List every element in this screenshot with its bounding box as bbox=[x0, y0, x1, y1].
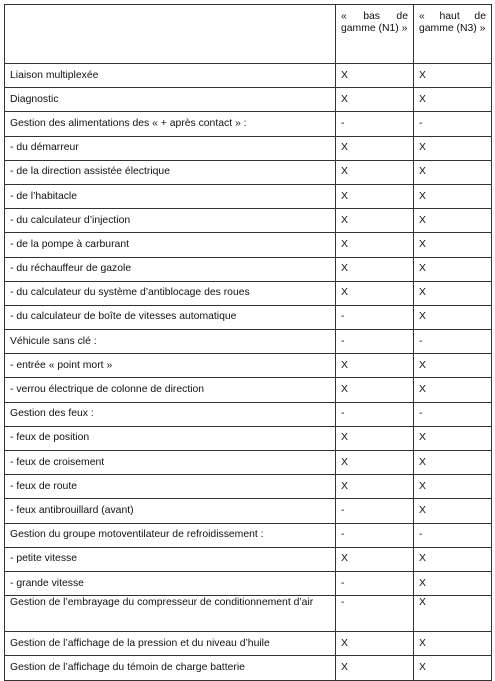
table-row bbox=[5, 233, 492, 257]
function-label: Gestion du groupe motoventilateur de refroidissement : bbox=[5, 523, 336, 547]
table-row bbox=[5, 257, 492, 281]
function-label: - feux de route bbox=[5, 475, 336, 499]
function-label: - feux antibrouillard (avant) bbox=[5, 499, 336, 523]
table-row bbox=[5, 305, 492, 329]
high-range-mark: X bbox=[414, 88, 492, 112]
function-label: - du calculateur d’injection bbox=[5, 209, 336, 233]
table-row bbox=[5, 571, 492, 595]
table-row bbox=[5, 88, 492, 112]
high-range-mark: X bbox=[414, 632, 492, 656]
high-range-mark: X bbox=[414, 426, 492, 450]
function-label: Liaison multiplexée bbox=[5, 64, 336, 88]
low-range-mark: X bbox=[336, 281, 414, 305]
high-range-mark: X bbox=[414, 547, 492, 571]
function-label: Diagnostic bbox=[5, 88, 336, 112]
table-row bbox=[5, 378, 492, 402]
low-range-mark: X bbox=[336, 209, 414, 233]
low-range-mark: X bbox=[336, 378, 414, 402]
low-range-mark: - bbox=[336, 305, 414, 329]
table-row bbox=[5, 656, 492, 680]
low-range-mark: - bbox=[336, 499, 414, 523]
low-range-mark: X bbox=[336, 160, 414, 184]
function-label: - feux de position bbox=[5, 426, 336, 450]
function-label: Gestion de l’affichage de la pression et du niveau d’huile bbox=[5, 632, 336, 656]
table-row bbox=[5, 354, 492, 378]
table-row bbox=[5, 596, 492, 632]
high-range-mark: X bbox=[414, 475, 492, 499]
table-row bbox=[5, 499, 492, 523]
high-range-mark: X bbox=[414, 451, 492, 475]
function-label: - de la direction assistée électrique bbox=[5, 160, 336, 184]
low-range-mark: X bbox=[336, 136, 414, 160]
table-row bbox=[5, 330, 492, 354]
low-range-mark: X bbox=[336, 547, 414, 571]
high-range-mark: X bbox=[414, 281, 492, 305]
high-range-mark: X bbox=[414, 305, 492, 329]
function-label: Véhicule sans clé : bbox=[5, 330, 336, 354]
low-range-mark: X bbox=[336, 184, 414, 208]
high-range-mark: - bbox=[414, 523, 492, 547]
function-label: - du démarreur bbox=[5, 136, 336, 160]
function-label: - grande vitesse bbox=[5, 571, 336, 595]
table-row bbox=[5, 160, 492, 184]
function-label: - verrou électrique de colonne de direction bbox=[5, 378, 336, 402]
function-label: - du calculateur du système d’antiblocage des roues bbox=[5, 281, 336, 305]
table-row bbox=[5, 281, 492, 305]
high-range-mark: X bbox=[414, 136, 492, 160]
low-range-mark: X bbox=[336, 632, 414, 656]
high-range-mark: X bbox=[414, 233, 492, 257]
table-row bbox=[5, 112, 492, 136]
header-low-range: « bas de gamme (N1) » bbox=[336, 5, 414, 64]
function-label: - du calculateur de boîte de vitesses automatique bbox=[5, 305, 336, 329]
high-range-mark: - bbox=[414, 112, 492, 136]
low-range-mark: - bbox=[336, 402, 414, 426]
low-range-mark: X bbox=[336, 257, 414, 281]
table-row bbox=[5, 632, 492, 656]
function-comparison-table bbox=[4, 4, 492, 681]
high-range-mark: X bbox=[414, 656, 492, 680]
table-row bbox=[5, 547, 492, 571]
table-row bbox=[5, 184, 492, 208]
high-range-mark: X bbox=[414, 257, 492, 281]
header-high-range: « haut de gamme (N3) » bbox=[414, 5, 492, 64]
high-range-mark: X bbox=[414, 596, 492, 632]
table-row bbox=[5, 426, 492, 450]
function-label: - de l’habitacle bbox=[5, 184, 336, 208]
high-range-mark: X bbox=[414, 571, 492, 595]
function-label: - feux de croisement bbox=[5, 451, 336, 475]
table-row bbox=[5, 475, 492, 499]
table-row bbox=[5, 64, 492, 88]
high-range-mark: - bbox=[414, 330, 492, 354]
low-range-mark: - bbox=[336, 112, 414, 136]
low-range-mark: X bbox=[336, 475, 414, 499]
table-row bbox=[5, 209, 492, 233]
table-header-row bbox=[5, 5, 492, 64]
high-range-mark: X bbox=[414, 160, 492, 184]
high-range-mark: X bbox=[414, 354, 492, 378]
low-range-mark: - bbox=[336, 523, 414, 547]
low-range-mark: X bbox=[336, 451, 414, 475]
low-range-mark: X bbox=[336, 64, 414, 88]
function-label: Gestion de l’embrayage du compresseur de conditionnement d’air bbox=[5, 596, 336, 632]
table-row bbox=[5, 523, 492, 547]
function-label: - entrée « point mort » bbox=[5, 354, 336, 378]
function-label: - du réchauffeur de gazole bbox=[5, 257, 336, 281]
table-body bbox=[5, 64, 492, 681]
low-range-mark: X bbox=[336, 426, 414, 450]
high-range-mark: X bbox=[414, 184, 492, 208]
high-range-mark: - bbox=[414, 402, 492, 426]
low-range-mark: - bbox=[336, 330, 414, 354]
function-label: Gestion des alimentations des « + après contact » : bbox=[5, 112, 336, 136]
table-row bbox=[5, 451, 492, 475]
high-range-mark: X bbox=[414, 209, 492, 233]
function-label: - petite vitesse bbox=[5, 547, 336, 571]
low-range-mark: X bbox=[336, 354, 414, 378]
function-label: Gestion des feux : bbox=[5, 402, 336, 426]
function-label: - de la pompe à carburant bbox=[5, 233, 336, 257]
table-row bbox=[5, 402, 492, 426]
low-range-mark: - bbox=[336, 571, 414, 595]
low-range-mark: X bbox=[336, 233, 414, 257]
low-range-mark: - bbox=[336, 596, 414, 632]
low-range-mark: X bbox=[336, 88, 414, 112]
high-range-mark: X bbox=[414, 499, 492, 523]
header-function-column bbox=[5, 5, 336, 64]
function-label: Gestion de l’affichage du témoin de charge batterie bbox=[5, 656, 336, 680]
table-row bbox=[5, 136, 492, 160]
high-range-mark: X bbox=[414, 64, 492, 88]
low-range-mark: X bbox=[336, 656, 414, 680]
high-range-mark: X bbox=[414, 378, 492, 402]
